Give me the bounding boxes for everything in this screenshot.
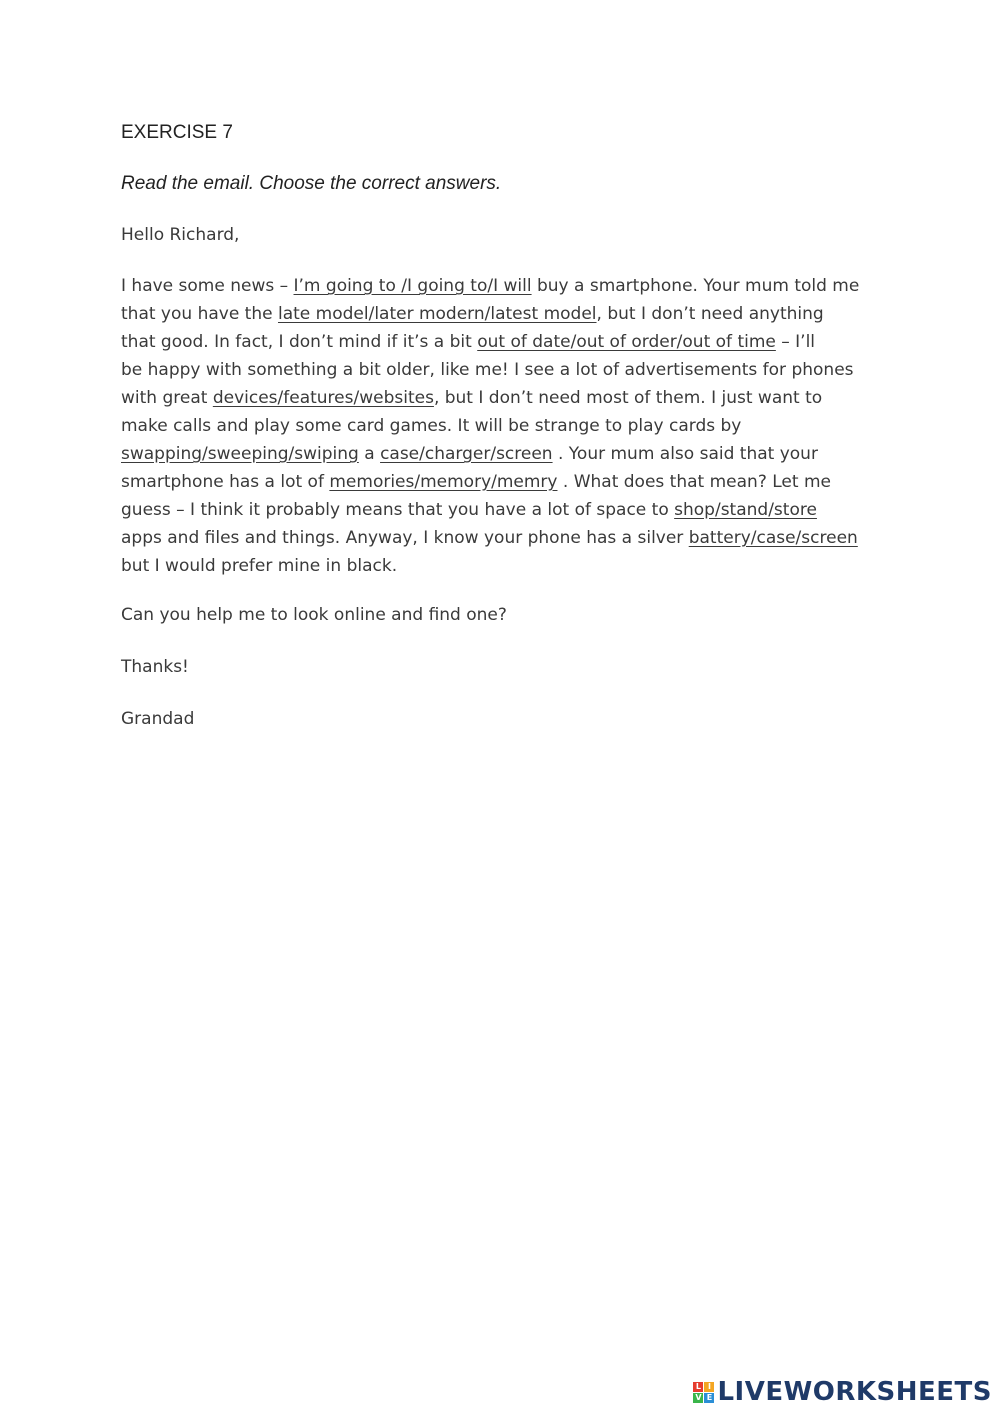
- email-line: [121, 440, 901, 468]
- answer-choice[interactable]: out of date/out of order/out of time: [477, 332, 776, 352]
- email-line: [121, 356, 901, 384]
- answer-choice[interactable]: memories/memory/memry: [329, 472, 558, 492]
- email-line: [121, 328, 901, 356]
- email-question: Can you help me to look online and find one?: [121, 605, 507, 625]
- email-line: [121, 524, 901, 552]
- answer-choice[interactable]: late model/later modern/latest model: [277, 304, 597, 324]
- email-text: apps and files and things. Anyway, I know your phone has a silver: [121, 528, 689, 548]
- answer-choice[interactable]: I’m going to /I going to/I will: [293, 276, 532, 296]
- email-line: [121, 496, 901, 524]
- answer-choice[interactable]: case/charger/screen: [380, 444, 553, 464]
- email-text: that you have the: [121, 304, 278, 324]
- answer-choice[interactable]: swapping/sweeping/swiping: [121, 444, 359, 464]
- email-text: but I would prefer mine in black.: [121, 556, 398, 576]
- email-line: [121, 468, 901, 496]
- email-line: [121, 272, 901, 300]
- answer-choice[interactable]: battery/case/screen: [688, 528, 858, 548]
- email-text: with great: [121, 388, 213, 408]
- brand-text: LIVEWORKSHEETS: [717, 1377, 992, 1407]
- email-text: . What does that mean? Let me: [557, 472, 831, 492]
- email-body: [121, 272, 901, 580]
- email-text: be happy with something a bit older, like me! I see a lot of advertisements for phones: [121, 360, 854, 380]
- email-thanks: Thanks!: [121, 657, 189, 677]
- email-text: buy a smartphone. Your mum told me: [531, 276, 860, 296]
- email-line: [121, 412, 901, 440]
- logo-letter: V: [695, 1392, 702, 1402]
- logo-letter: I: [704, 1382, 714, 1392]
- email-text: , but I don’t need anything: [596, 304, 824, 324]
- logo-letter: E: [704, 1393, 714, 1403]
- answer-choice[interactable]: devices/features/websites: [212, 388, 434, 408]
- email-line: [121, 552, 901, 580]
- liveworksheets-logo-icon: [693, 1382, 714, 1403]
- email-text: , but I don’t need most of them. I just want to: [433, 388, 823, 408]
- email-text: . Your mum also said that your: [552, 444, 818, 464]
- email-line: [121, 384, 901, 412]
- email-greeting: Hello Richard,: [121, 225, 240, 245]
- email-text: that good. In fact, I don’t mind if it’s a bit: [121, 332, 478, 352]
- logo-letter: L: [693, 1382, 703, 1392]
- email-line: [121, 300, 901, 328]
- email-text: – I’ll: [775, 332, 816, 352]
- email-text: smartphone has a lot of: [121, 472, 330, 492]
- email-text: a: [358, 444, 381, 464]
- email-text: guess – I think it probably means that you have a lot of space to: [121, 500, 675, 520]
- instructions: Read the email. Choose the correct answers.: [121, 173, 502, 194]
- email-signature: Grandad: [121, 709, 195, 729]
- email-text: I have some news –: [121, 276, 294, 296]
- exercise-title: EXERCISE 7: [121, 122, 233, 143]
- liveworksheets-brand: [693, 1377, 992, 1407]
- answer-choice[interactable]: shop/stand/store: [674, 500, 817, 520]
- email-text: make calls and play some card games. It will be strange to play cards by: [121, 416, 742, 436]
